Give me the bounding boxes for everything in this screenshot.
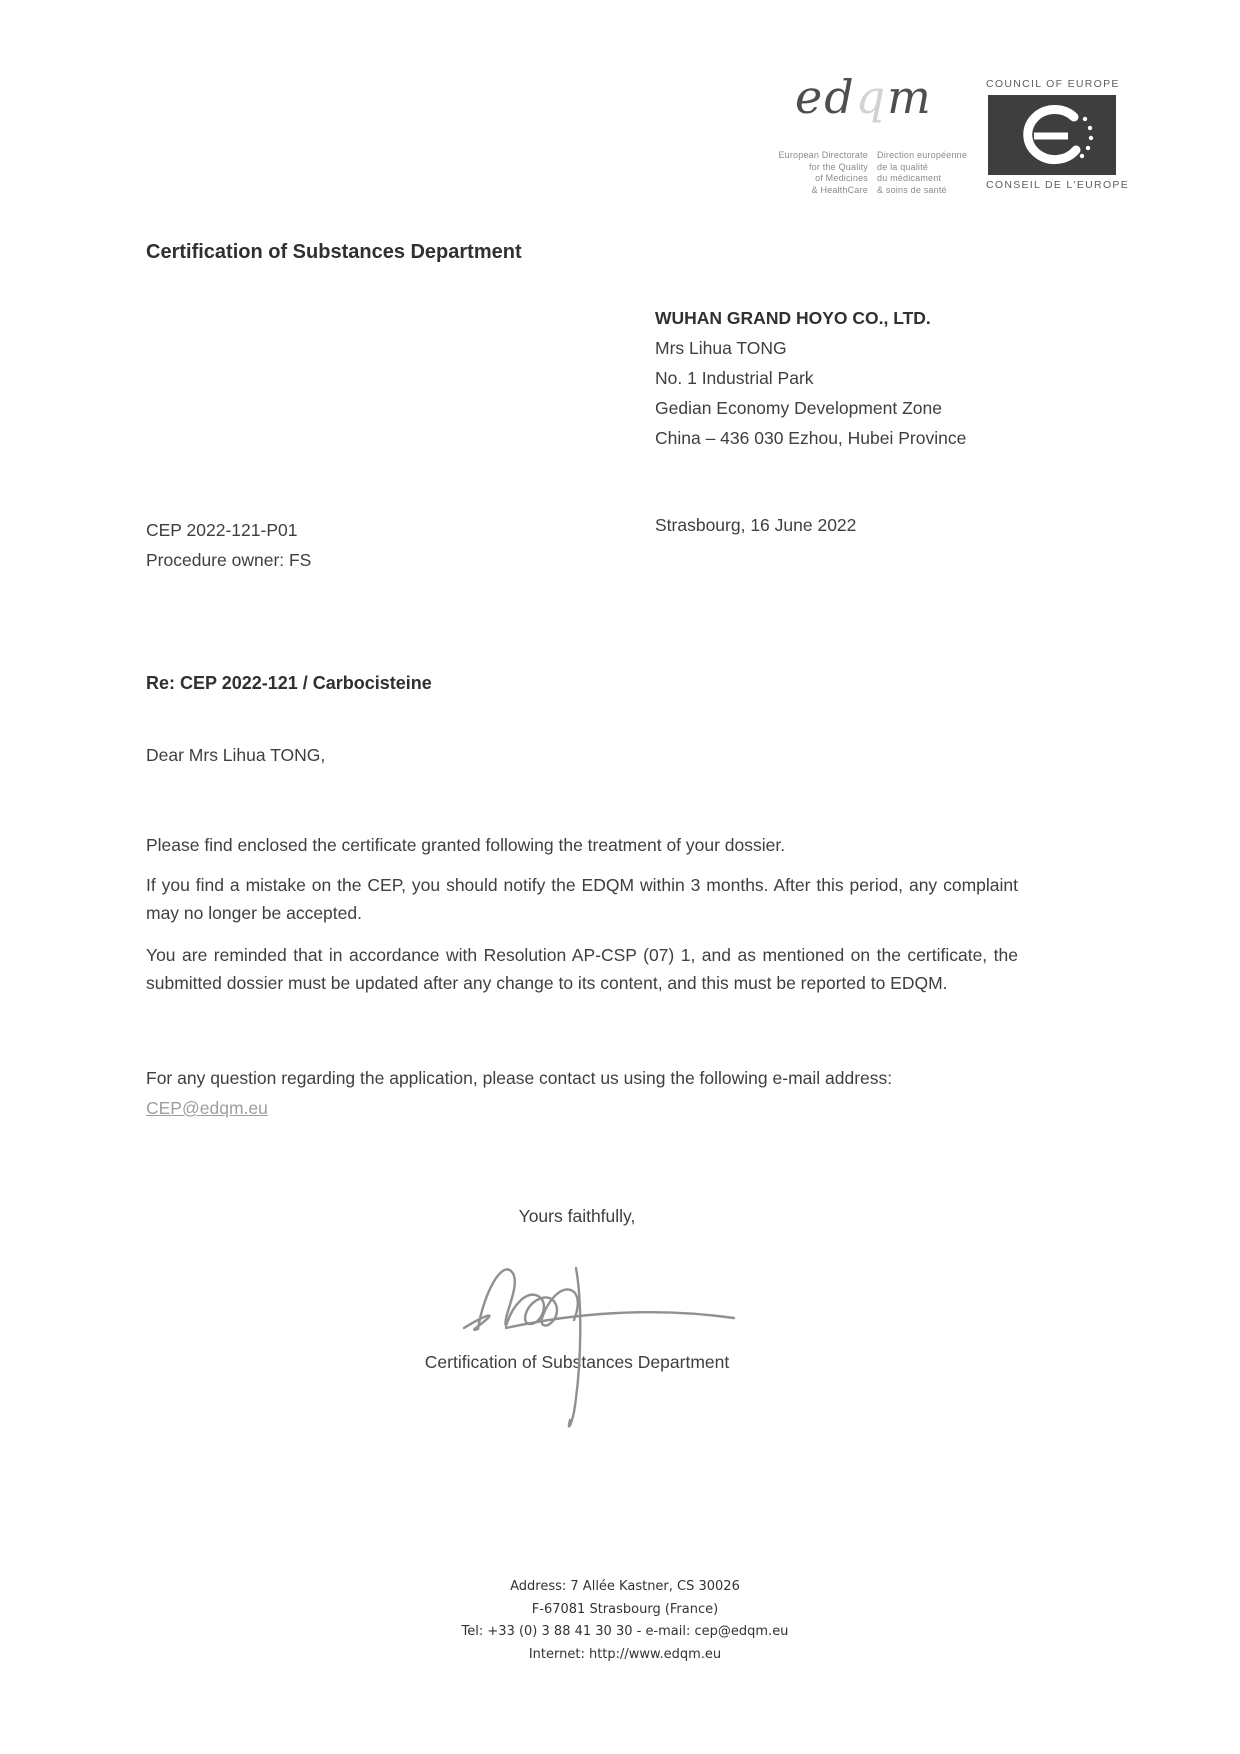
cep-reference-number: CEP 2022-121-P01 [146, 520, 298, 540]
edqm-wordmark-q: q [855, 70, 888, 124]
footer-address-line1: Address: 7 Allée Kastner, CS 30026 [510, 1579, 740, 1594]
salutation: Dear Mrs Lihua TONG, [146, 745, 326, 765]
subject-line: Re: CEP 2022-121 / Carbocisteine [146, 673, 432, 693]
edqm-tagline-fr-line: de la qualité [877, 161, 929, 172]
footer-contact-block [325, 1576, 925, 1666]
edqm-tagline-fr-line: & soins de santé [877, 184, 947, 195]
recipient-address-line: No. 1 Industrial Park [655, 368, 814, 388]
handwritten-signature-icon [450, 1232, 750, 1442]
council-of-europe-label-fr: CONSEIL DE L'EUROPE [986, 179, 1130, 191]
edqm-tagline-english [768, 150, 868, 196]
recipient-address-block [655, 303, 966, 453]
edqm-tagline-fr-line: Direction européenne [877, 150, 968, 160]
body-paragraph-4 [146, 1064, 1018, 1122]
edqm-wordmark-icon [795, 70, 955, 124]
footer-address-line2: F-67081 Strasbourg (France) [531, 1601, 719, 1617]
reference-block [146, 515, 311, 575]
valediction: Yours faithfully, [518, 1206, 636, 1226]
edqm-tagline-en-line: European Directorate [778, 150, 868, 160]
recipient-company: WUHAN GRAND HOYO CO., LTD. [655, 308, 931, 328]
edqm-tagline-en-line: & HealthCare [811, 184, 868, 195]
council-of-europe-emblem-icon [988, 95, 1116, 175]
footer-internet-line: Internet: http://www.edqm.eu [528, 1646, 722, 1662]
edqm-wordmark-ed: ed [795, 70, 856, 124]
council-of-europe-logo [986, 78, 1130, 191]
recipient-address-line: Gedian Economy Development Zone [655, 398, 942, 418]
place-and-date: Strasbourg, 16 June 2022 [655, 515, 857, 535]
department-heading: Certification of Substances Department [146, 241, 522, 263]
recipient-address-line: China – 436 030 Ezhou, Hubei Province [655, 428, 967, 448]
body-paragraph-1: Please find enclosed the certificate granted following the treatment of your dossier. [146, 835, 786, 855]
council-of-europe-label-en: COUNCIL OF EUROPE [986, 78, 1120, 90]
recipient-contact: Mrs Lihua TONG [655, 338, 787, 358]
edqm-tagline-en-line: of Medicines [815, 173, 868, 183]
edqm-wordmark-m: m [887, 70, 933, 124]
body-paragraph-3: You are reminded that in accordance with Resolution AP-CSP (07) 1, and as mentioned on the certificate, the submitted dossier must be updated after any change to its content, and this must be reported to EDQM. [146, 945, 1018, 993]
edqm-tagline-en-line: for the Quality [808, 161, 868, 172]
closing-block [317, 1206, 837, 1227]
cep-email-link[interactable]: CEP@edqm.eu [146, 1098, 268, 1118]
body-paragraph-2: If you find a mistake on the CEP, you should notify the EDQM within 3 months. After this period, any complaint may no longer be accepted. [146, 875, 1018, 923]
edqm-tagline-french [877, 150, 979, 196]
footer-tel-email-line: Tel: +33 (0) 3 88 41 30 30 - e-mail: cep@edqm.eu [461, 1624, 789, 1639]
edqm-tagline-fr-line: du médicament [877, 173, 942, 183]
body-paragraph-4-text: For any question regarding the application, please contact us using the following e-mail address: [146, 1068, 893, 1088]
signer-department: Certification of Substances Department [424, 1352, 730, 1372]
edqm-tagline [768, 150, 979, 196]
procedure-owner: Procedure owner: FS [146, 550, 312, 570]
